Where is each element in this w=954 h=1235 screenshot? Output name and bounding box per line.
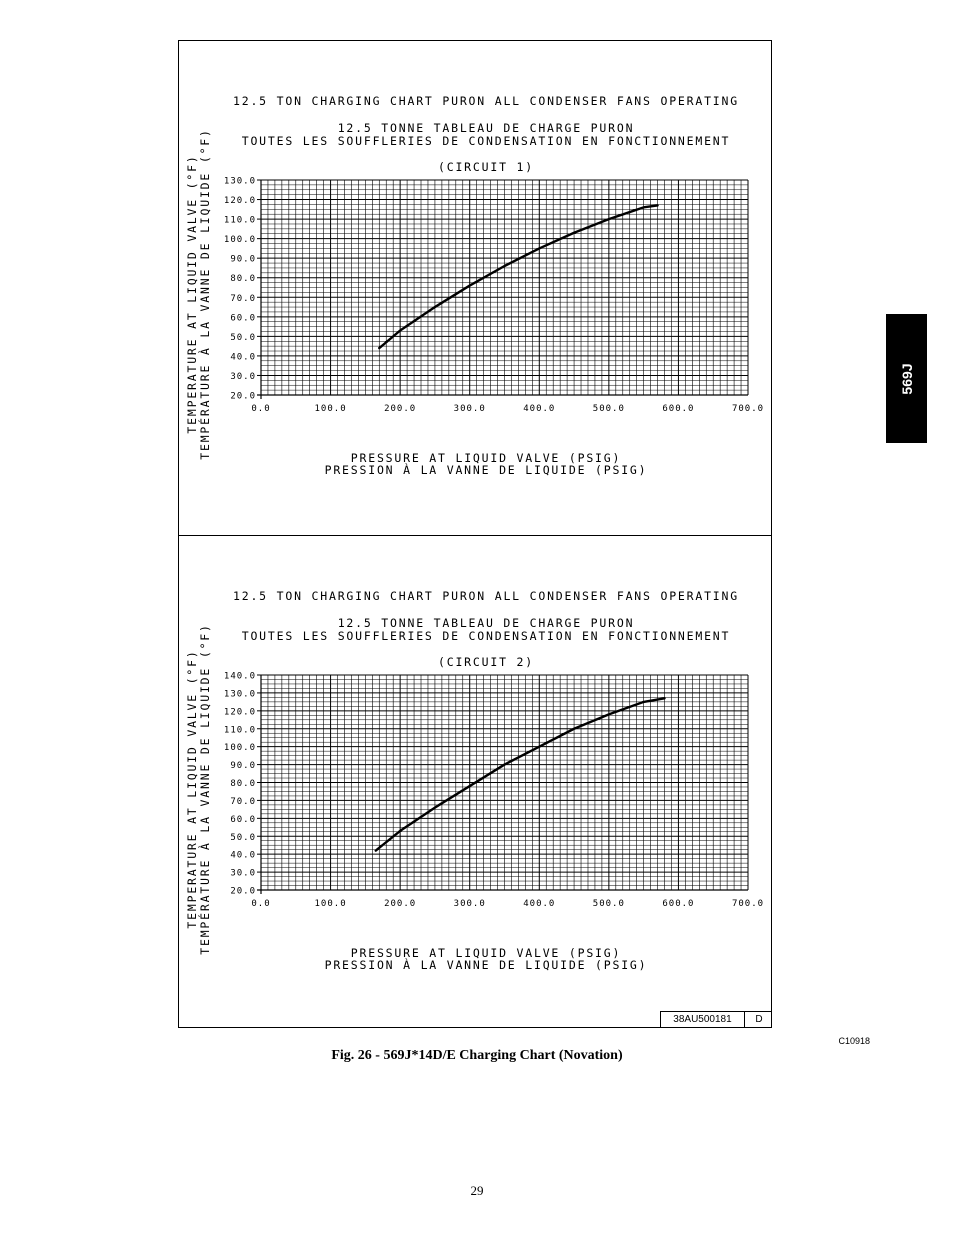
y-tick-label: 100.0 [223,743,256,754]
revision-letter: D [755,1014,763,1025]
y-tick-label: 50.0 [230,832,256,843]
x-tick-label: 200.0 [384,899,417,909]
y-tick-label: 40.0 [230,850,256,861]
chart-1-svg [178,40,772,534]
figure-code: C10918 [838,1036,870,1046]
chart-grid [261,180,748,395]
y-tick-label: 130.0 [223,176,256,187]
y-tick-label: 60.0 [230,814,256,825]
y-tick-label: 110.0 [223,215,256,226]
x-tick-label: 500.0 [592,899,625,909]
chart-subtitle-line2: TOUTES LES SOUFFLERIES DE CONDENSATION EN FONCTIONNEMENT [241,134,731,148]
y-tick-label: 30.0 [230,868,256,879]
y-axis-label: TEMPERATURE AT LIQUID VALVE (°F) [185,154,199,434]
side-tab [886,314,927,443]
y-tick-label: 60.0 [230,313,256,324]
x-axis-label-french: PRESSION À LA VANNE DE LIQUIDE (PSIG) [324,958,648,972]
x-tick-label: 0.0 [251,899,271,909]
y-tick-label: 40.0 [230,352,256,363]
chart-panel-circuit-1 [178,40,772,534]
y-tick-label: 70.0 [230,796,256,807]
y-tick-label: 80.0 [230,779,256,789]
chart-subtitle-line2: TOUTES LES SOUFFLERIES DE CONDENSATION EN FONCTIONNEMENT [241,629,731,643]
y-tick-label: 120.0 [223,707,256,718]
y-tick-label: 90.0 [230,254,256,265]
chart-circuit-label: (CIRCUIT 2) [438,655,534,669]
chart-subtitle-line1: 12.5 TONNE TABLEAU DE CHARGE PURON [337,121,635,135]
x-tick-label: 100.0 [314,404,347,414]
x-axis-label: PRESSURE AT LIQUID VALVE (PSIG) [350,946,622,960]
chart-grid [261,675,748,890]
y-tick-label: 20.0 [230,886,256,897]
x-tick-label: 700.0 [731,899,765,909]
chart-title: 12.5 TON CHARGING CHART PURON ALL CONDENSER FANS OPERATING [233,94,739,108]
x-axis-label: PRESSURE AT LIQUID VALVE (PSIG) [350,451,622,465]
x-tick-label: 300.0 [453,899,486,909]
y-tick-label: 110.0 [223,725,256,736]
y-tick-label: 70.0 [230,293,256,304]
chart-subtitle-line1: 12.5 TONNE TABLEAU DE CHARGE PURON [337,616,635,630]
figure-caption: Fig. 26 - 569J*14D/E Charging Chart (Novation) [331,1048,623,1063]
y-tick-label: 50.0 [230,332,256,343]
y-tick-label: 30.0 [230,371,256,382]
x-tick-label: 400.0 [523,899,556,909]
y-tick-label: 80.0 [230,274,256,285]
y-tick-label: 140.0 [223,671,256,682]
y-tick-label: 120.0 [223,196,256,207]
y-axis-label-french: TEMPÉRATURE À LA VANNE DE LIQUIDE (°F) [198,623,212,955]
chart-circuit-label: (CIRCUIT 1) [438,160,534,174]
chart-title: 12.5 TON CHARGING CHART PURON ALL CONDENSER FANS OPERATING [233,589,739,603]
y-tick-label: 130.0 [223,689,256,700]
x-tick-label: 700.0 [731,404,765,414]
x-tick-label: 600.0 [662,899,695,909]
chart-2-svg [178,535,772,1029]
data-series-line [376,698,665,850]
y-axis-label-french: TEMPÉRATURE À LA VANNE DE LIQUIDE (°F) [198,128,212,460]
x-tick-label: 400.0 [523,404,556,414]
x-tick-label: 200.0 [384,404,417,414]
y-tick-label: 100.0 [223,235,256,246]
x-tick-label: 100.0 [314,899,347,909]
chart-panel-circuit-2 [178,535,772,1029]
x-axis-label-french: PRESSION À LA VANNE DE LIQUIDE (PSIG) [324,463,648,477]
part-number: 38AU500181 [661,1012,745,1028]
x-tick-label: 0.0 [251,404,271,414]
x-tick-label: 600.0 [662,404,695,414]
y-axis-label: TEMPERATURE AT LIQUID VALVE (°F) [185,649,199,929]
part-number-box [660,1011,772,1028]
side-tab-label: 569J [898,362,915,395]
y-tick-label: 90.0 [230,761,256,772]
x-tick-label: 500.0 [592,404,625,414]
y-tick-label: 20.0 [230,391,256,402]
x-tick-label: 300.0 [453,404,486,414]
page-number: 29 [470,1183,484,1198]
